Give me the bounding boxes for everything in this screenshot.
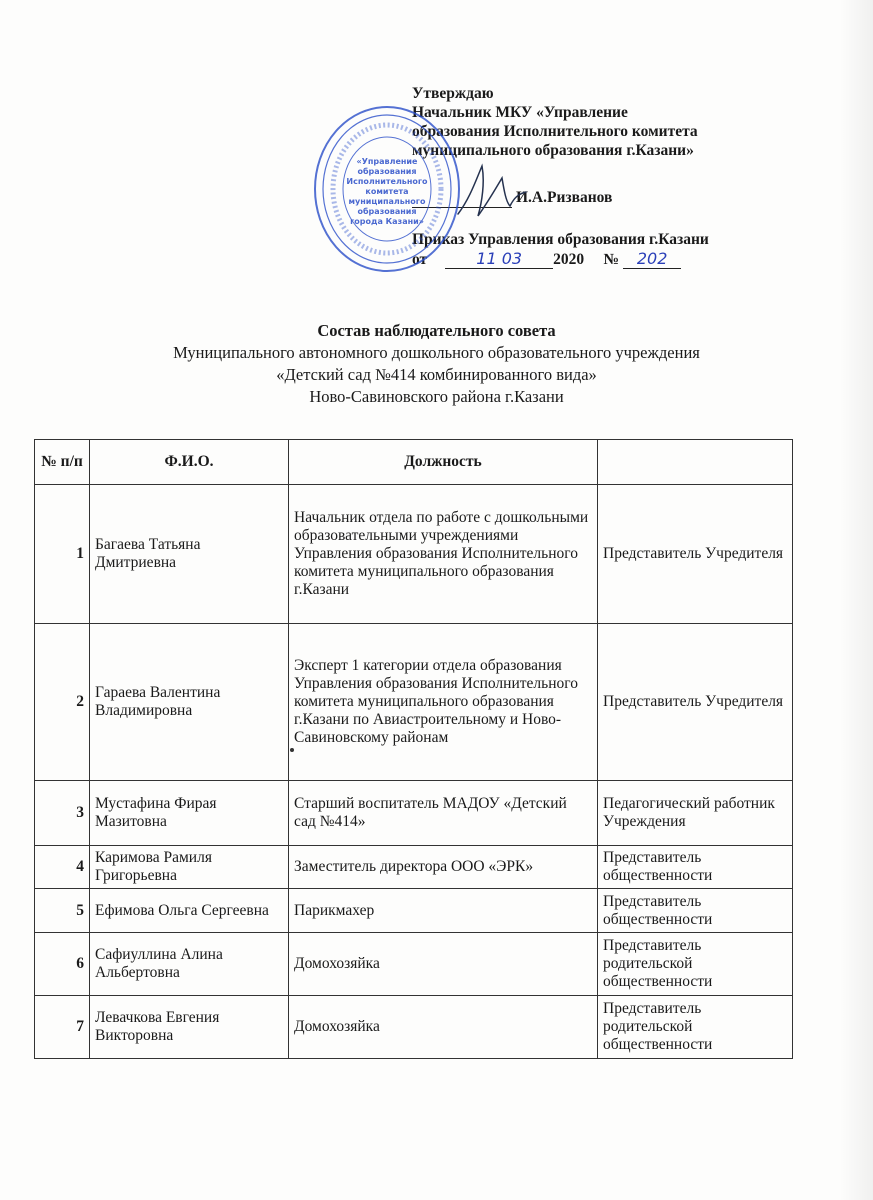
table-row <box>35 781 793 846</box>
title-line: Ново-Савиновского района г.Казани <box>309 387 564 406</box>
table-row <box>35 933 793 996</box>
stamp-text: муниципального <box>348 197 426 206</box>
stamp-text: комитета <box>365 187 409 196</box>
row-num: 3 <box>35 781 90 846</box>
row-role: Представитель Учредителя <box>598 485 793 624</box>
row-position: Домохозяйка <box>289 933 598 996</box>
row-position: Начальник отдела по работе с дошкольными образовательными учреждениями Управления образования Исполнительного комитета муниципального образования г.Казани <box>289 485 598 624</box>
stamp-text: Исполнительного <box>346 177 428 186</box>
document-title <box>0 320 873 408</box>
row-name: Сафиуллина Алина Альбертовна <box>90 933 289 996</box>
row-num: 5 <box>35 889 90 933</box>
approval-line: Начальник МКУ «Управление <box>412 104 628 121</box>
order-year: 2020 <box>553 251 585 268</box>
order-title: Приказ Управления образования г.Казани <box>412 231 709 248</box>
row-role: Представитель родительской общественности <box>598 933 793 996</box>
header-role <box>598 440 793 485</box>
approval-line: муниципального образования г.Казани» <box>412 142 694 159</box>
row-num: 7 <box>35 996 90 1059</box>
row-num: 1 <box>35 485 90 624</box>
table-header-row <box>35 440 793 485</box>
approval-line: образования Исполнительного комитета <box>412 123 698 140</box>
title-line: Муниципального автономного дошкольного образовательного учреждения <box>173 343 700 362</box>
order-date-handwritten: 11 03 <box>445 249 553 269</box>
row-position: Парикмахер <box>289 889 598 933</box>
row-position: Домохозяйка <box>289 996 598 1059</box>
row-name: Багаева Татьяна Дмитриевна <box>90 485 289 624</box>
row-role: Представитель общественности <box>598 846 793 889</box>
table-row <box>35 624 793 781</box>
row-role: Педагогический работник Учреждения <box>598 781 793 846</box>
row-name: Ефимова Ольга Сергеевна <box>90 889 289 933</box>
scan-speck <box>290 748 294 752</box>
row-position: Заместитель директора ООО «ЭРК» <box>289 846 598 889</box>
table-row <box>35 996 793 1059</box>
row-name: Левачкова Евгения Викторовна <box>90 996 289 1059</box>
row-name: Каримова Рамиля Григорьевна <box>90 846 289 889</box>
order-number-label: № <box>603 251 620 268</box>
approval-line: Утверждаю <box>412 85 494 102</box>
official-stamp <box>312 104 462 274</box>
row-name: Мустафина Фирая Мазитовна <box>90 781 289 846</box>
approval-block <box>412 84 852 160</box>
stamp-text: «Управление <box>356 157 418 166</box>
header-position: Должность <box>289 440 598 485</box>
title-heading: Состав наблюдательного совета <box>317 321 556 340</box>
scan-shadow <box>839 0 873 1200</box>
signer-name: И.А.Ризванов <box>516 189 613 206</box>
row-position: Старший воспитатель МАДОУ «Детский сад №414» <box>289 781 598 846</box>
row-role: Представитель родительской общественности <box>598 996 793 1059</box>
order-number-handwritten: 202 <box>623 249 681 269</box>
row-position: Эксперт 1 категории отдела образования Управления образования Исполнительного комитета муниципального образования г.Казани по Авиастроительному и Ново-Савиновскому районам <box>289 624 598 781</box>
stamp-text: образования <box>357 207 417 216</box>
order-from-label: от <box>412 251 428 268</box>
row-role: Представитель Учредителя <box>598 624 793 781</box>
title-line: «Детский сад №414 комбинированного вида» <box>276 365 597 384</box>
table-row <box>35 889 793 933</box>
stamp-text: образования <box>357 167 417 176</box>
row-num: 2 <box>35 624 90 781</box>
table-row <box>35 485 793 624</box>
header-name: Ф.И.О. <box>90 440 289 485</box>
row-num: 6 <box>35 933 90 996</box>
table-row <box>35 846 793 889</box>
stamp-text: города Казани» <box>350 217 424 226</box>
handwritten-signature <box>452 158 532 228</box>
members-table <box>34 439 793 1059</box>
header-num: № п/п <box>35 440 90 485</box>
row-num: 4 <box>35 846 90 889</box>
row-name: Гараева Валентина Владимировна <box>90 624 289 781</box>
row-role: Представитель общественности <box>598 889 793 933</box>
